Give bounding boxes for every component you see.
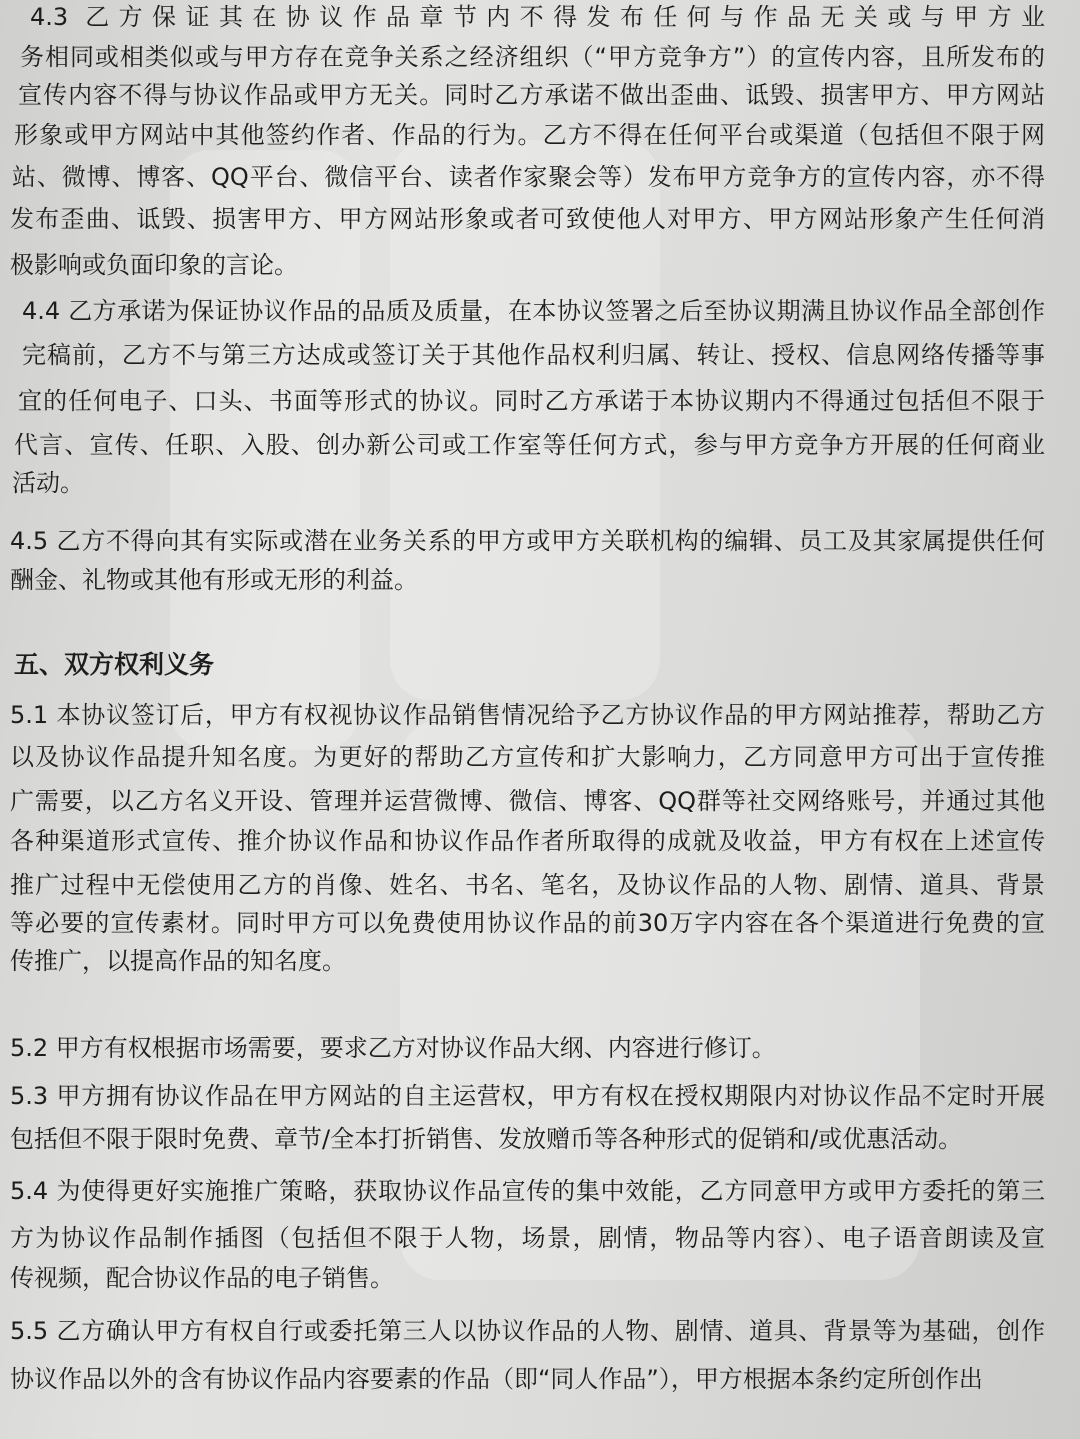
paragraph-line: 宜的任何电子、口头、书面等形式的协议。同时乙方承诺于本协议期内不得通过包括但不限于 [18, 387, 1045, 415]
paragraph-line: 宣传内容不得与协议作品或甲方无关。同时乙方承诺不做出歪曲、诋毁、损害甲方、甲方网站 [18, 81, 1045, 109]
paragraph-line: 推广过程中无偿使用乙方的肖像、姓名、书名、笔名，及协议作品的人物、剧情、道具、背景 [10, 871, 1045, 899]
paragraph-line: 完稿前，乙方不与第三方达成或签订关于其他作品权利归属、转让、授权、信息网络传播等事 [22, 341, 1045, 369]
paragraph-line: 以及协议作品提升知名度。为更好的帮助乙方宣传和扩大影响力，乙方同意甲方可出于宣传推 [10, 743, 1045, 771]
paragraph-line: 5.3 甲方拥有协议作品在甲方网站的自主运营权，甲方有权在授权期限内对协议作品不定时开展 [10, 1082, 1045, 1110]
paragraph-line: 传视频，配合协议作品的电子销售。 [10, 1264, 394, 1292]
paragraph-line: 协议作品以外的含有协议作品内容要素的作品（即“同人作品”），甲方根据本条约定所创作出 [10, 1365, 983, 1393]
section-heading: 五、双方权利义务 [14, 650, 215, 679]
paragraph-line: 酬金、礼物或其他有形或无形的利益。 [10, 566, 418, 594]
paragraph-line: 5.5 乙方确认甲方有权自行或委托第三人以协议作品的人物、剧情、道具、背景等为基础，创作 [10, 1317, 1045, 1345]
paragraph-line: 5.1 本协议签订后，甲方有权视协议作品销售情况给予乙方协议作品的甲方网站推荐，帮助乙方 [10, 701, 1045, 729]
paragraph-line: 站、微博、博客、QQ平台、微信平台、读者作家聚会等）发布甲方竞争方的宣传内容，亦不得 [12, 163, 1045, 191]
paragraph-line: 4.4 乙方承诺为保证协议作品的品质及质量，在本协议签署之后至协议期满且协议作品全部创作 [22, 297, 1045, 325]
paragraph-line: 活动。 [12, 469, 84, 497]
paragraph-line: 形象或甲方网站中其他签约作者、作品的行为。乙方不得在任何平台或渠道（包括但不限于网 [14, 121, 1045, 149]
paragraph-line: 方为协议作品制作插图（包括但不限于人物，场景，剧情，物品等内容）、电子语音朗读及宣 [10, 1224, 1045, 1252]
paragraph-line: 广需要，以乙方名义开设、管理并运营微博、微信、博客、QQ群等社交网络账号，并通过其他 [10, 787, 1045, 815]
paragraph-line: 4.3 乙方保证其在协议作品章节内不得发布任何与作品无关或与甲方业 [30, 3, 1045, 31]
paragraph-line: 包括但不限于限时免费、章节/全本打折销售、发放赠币等各种形式的促销和/或优惠活动。 [10, 1125, 963, 1153]
paragraph-line: 等必要的宣传素材。同时甲方可以免费使用协议作品的前30万字内容在各个渠道进行免费的宣 [10, 909, 1045, 937]
paragraph-line: 极影响或负面印象的言论。 [10, 251, 298, 279]
paragraph-line: 各种渠道形式宣传、推介协议作品和协议作品作者所取得的成就及收益，甲方有权在上述宣传 [10, 827, 1045, 855]
paragraph-line: 发布歪曲、诋毁、损害甲方、甲方网站形象或者可致使他人对甲方、甲方网站形象产生任何消 [10, 205, 1045, 233]
paragraph-line: 5.4 为使得更好实施推广策略，获取协议作品宣传的集中效能，乙方同意甲方或甲方委托的第三 [10, 1177, 1045, 1205]
paragraph-line: 5.2 甲方有权根据市场需要，要求乙方对协议作品大纲、内容进行修订。 [10, 1034, 776, 1062]
paragraph-line: 务相同或相类似或与甲方存在竞争关系之经济组织（“甲方竞争方”）的宣传内容，且所发布的 [20, 43, 1045, 71]
paragraph-line: 代言、宣传、任职、入股、创办新公司或工作室等任何方式，参与甲方竞争方开展的任何商业 [14, 431, 1045, 459]
paragraph-line: 4.5 乙方不得向其有实际或潜在业务关系的甲方或甲方关联机构的编辑、员工及其家属提供任何 [10, 527, 1045, 555]
paragraph-line: 传推广，以提高作品的知名度。 [10, 947, 346, 975]
